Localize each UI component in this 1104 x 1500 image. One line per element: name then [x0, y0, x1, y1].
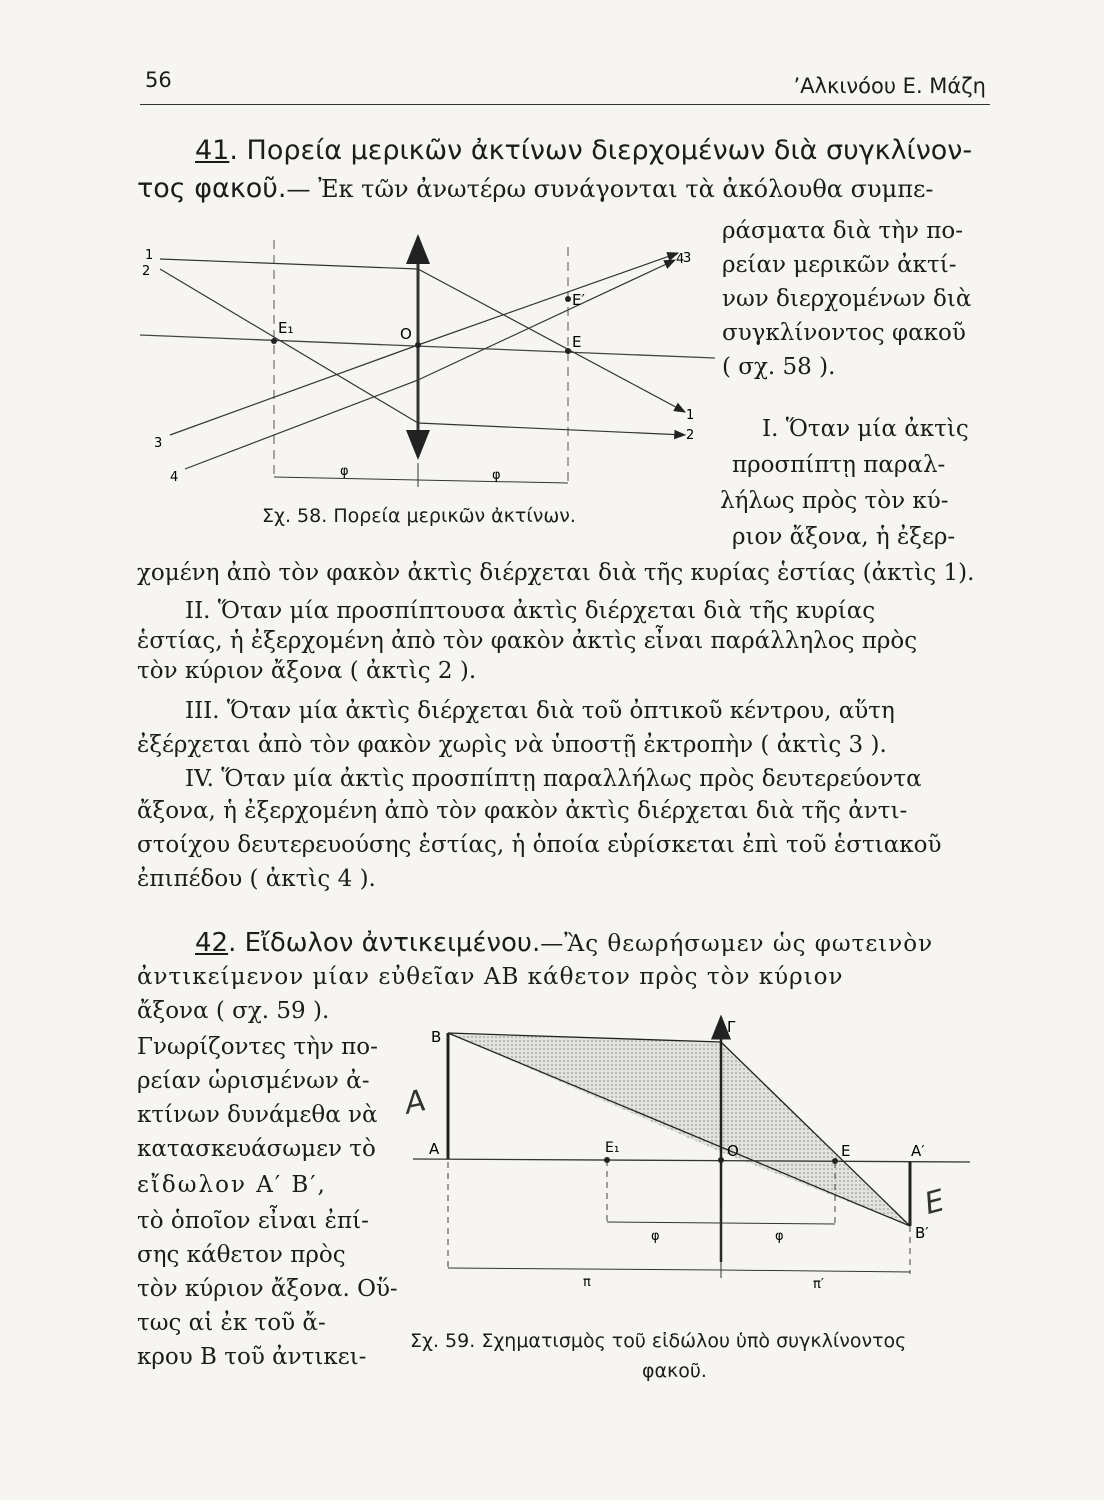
page-number: 56 — [145, 68, 172, 92]
handwritten-e: E — [920, 1183, 949, 1222]
focal-point-e1 — [604, 1157, 610, 1163]
ray-1-out — [418, 269, 685, 412]
figure-59-caption-line2: φακοῦ. — [642, 1360, 707, 1382]
gamma-label: Γ — [727, 1018, 736, 1036]
ray-3-label: 3 — [154, 436, 163, 451]
item-4-line: ἄξονα, ἡ ἐξερχομένη ἀπὸ τὸν φακὸν ἀκτὶς διέρχεται διὰ τῆς ἀντι- — [137, 798, 908, 824]
side-line: εἴδωλον Α′ Β′, — [137, 1172, 327, 1198]
side-line: κτίνων δυνάμεθα νὰ — [137, 1102, 378, 1128]
item-1-line: I. Ὅταν μία ἀκτὶς — [762, 416, 969, 442]
item-4-line: IV. Ὅταν μία ἀκτὶς προσπίπτῃ παραλλήλως πρὸς δευτερεύοντα — [185, 766, 922, 792]
optical-center-o — [718, 1157, 724, 1163]
section-intro: — Ἐκ τῶν ἀνωτέρω συνάγονται τὰ ἀκόλουθα συμπε- — [286, 175, 934, 203]
item-2-line: II. Ὅταν μία προσπίπτουσα ἀκτὶς διέρχεται διὰ τῆς κυρίας — [185, 598, 876, 624]
side-line: τως αἱ ἐκ τοῦ ἄ- — [137, 1310, 326, 1336]
ray-4-label: 4 — [170, 470, 179, 485]
section-41-heading-cont — [137, 172, 934, 206]
pi-prime-label: π′ — [813, 1277, 824, 1292]
focal-point-e1 — [271, 338, 277, 344]
ray-3-out — [418, 253, 678, 345]
section-42-line: ἄξονα ( σχ. 59 ). — [137, 998, 330, 1024]
section-number: 41 — [195, 135, 230, 166]
out-3-label: 3 — [683, 251, 692, 266]
phi-right-label: φ — [775, 1229, 784, 1244]
out-1-label: 1 — [686, 408, 695, 423]
e-label: E — [841, 1142, 851, 1160]
figure-59-diagram — [395, 1012, 975, 1307]
section-title: . Πορεία μερικῶν ἀκτίνων διερχομένων διὰ συγκλίνον- — [229, 135, 973, 166]
ray-4-out — [418, 260, 675, 380]
e1-label: E₁ — [605, 1140, 620, 1156]
ray-2-out — [418, 423, 685, 435]
item-4-line: ἐπιπέδου ( ἀκτὶς 4 ). — [137, 866, 376, 892]
phi-left-line — [607, 1222, 721, 1223]
pi-label: π — [583, 1275, 591, 1290]
section-41-heading — [195, 134, 972, 168]
principal-axis — [413, 1159, 970, 1162]
side-line: τὸν κύριον ἄξονα. Οὕ- — [137, 1276, 398, 1302]
item-2-line: ἑστίας, ἡ ἐξερχομένη ἀπὸ τὸν φακὸν ἀκτὶς εἶναι παράλληλος πρὸς — [137, 628, 918, 654]
section-title: . Εἴδωλον ἀντικειμένου. — [228, 928, 541, 958]
section-42-heading — [195, 928, 933, 959]
o-label: O — [400, 325, 412, 343]
e1-label: E₁ — [278, 319, 294, 337]
ray-2-in — [160, 269, 418, 423]
out-2-label: 2 — [686, 428, 695, 443]
side-line: ράσματα διὰ τὴν πο- — [722, 218, 964, 244]
e-prime-label: E′ — [572, 291, 585, 309]
item-1-line: προσπίπτῃ παραλ- — [732, 452, 946, 478]
item-1-line: ριον ἄξονα, ἡ ἐξερ- — [732, 524, 956, 550]
figure-58-diagram — [140, 225, 720, 525]
b-prime-label: B′ — [915, 1224, 929, 1242]
side-line: ρείαν μερικῶν ἀκτί- — [722, 252, 957, 278]
ray-4-in — [185, 380, 418, 469]
o-label: O — [727, 1142, 739, 1160]
phi-right-line — [721, 1223, 835, 1224]
item-2-line: τὸν κύριον ἄξονα ( ἀκτὶς 2 ). — [137, 658, 477, 684]
focal-point-e — [565, 348, 571, 354]
side-line: Γνωρίζοντες τὴν πο- — [137, 1034, 378, 1060]
side-line: ρείαν ὡρισμένων ἀ- — [137, 1068, 370, 1094]
side-line: κρου Β τοῦ ἀντικει- — [137, 1344, 367, 1370]
out-4-label: 4 — [676, 252, 685, 267]
ray-3-in — [170, 345, 418, 435]
handwritten-a: A — [401, 1083, 430, 1122]
section-intro: —Ἂς θεωρήσωμεν ὡς φωτεινὸν — [540, 931, 934, 957]
side-line: κατασκευάσωμεν τὸ — [137, 1136, 376, 1162]
pi-line — [448, 1268, 721, 1270]
item-1-line: χομένη ἀπὸ τὸν φακὸν ἀκτὶς διέρχεται διὰ τῆς κυρίας ἑστίας (ἀκτὶς 1). — [137, 560, 975, 586]
phi-left-label: φ — [651, 1229, 660, 1244]
figure-58-caption: Σχ. 58. Πορεία μερικῶν ἀκτίνων. — [262, 505, 576, 527]
secondary-focus-e-prime — [565, 296, 571, 302]
item-3-line: III. Ὅταν μία ἀκτὶς διέρχεται διὰ τοῦ ὀπτικοῦ κέντρου, αὕτη — [185, 698, 895, 724]
focal-point-e — [832, 1158, 838, 1164]
item-3-line: ἐξέρχεται ἀπὸ τὸν φακὸν χωρὶς νὰ ὑποστῇ ἐκτροπὴν ( ἀκτὶς 3 ). — [137, 732, 887, 758]
phi-left-label: φ — [340, 464, 349, 479]
a-label: A — [429, 1140, 440, 1158]
ray-1-in — [160, 259, 418, 269]
b-label: B — [431, 1028, 442, 1046]
e-label: E — [572, 333, 582, 351]
side-line: τὸ ὁποῖον εἶναι ἐπί- — [137, 1208, 369, 1234]
phi-right-label: φ — [492, 468, 501, 483]
section-42-line: ἀντικείμενον μίαν εὐθεῖαν ΑΒ κάθετον πρὸς τὸν κύριον — [137, 964, 844, 990]
running-title: ’Αλκινόου Ε. Μάζη — [793, 74, 986, 98]
ray-1-label: 1 — [145, 248, 154, 263]
side-line: συγκλίνοντος φακοῦ — [722, 320, 966, 346]
a-prime-label: A′ — [911, 1142, 925, 1160]
item-4-line: στοίχου δευτερευούσης ἑστίας, ἡ ὁποία εὑρίσκεται ἐπὶ τοῦ ἑστιακοῦ — [137, 832, 942, 858]
ray-2-label: 2 — [142, 264, 151, 279]
side-line: σης κάθετον πρὸς — [137, 1242, 346, 1268]
item-1-line: λήλως πρὸς τὸν κύ- — [720, 488, 949, 514]
pi-prime-line — [721, 1270, 910, 1272]
side-line: ( σχ. 58 ). — [722, 354, 836, 380]
header-rule — [140, 104, 990, 105]
section-title-cont: τος φακοῦ. — [137, 173, 287, 204]
principal-axis — [140, 335, 715, 358]
optical-center-o — [415, 342, 421, 348]
section-number: 42 — [195, 928, 229, 958]
side-line: νων διερχομένων διὰ — [722, 286, 972, 312]
figure-59-caption-line1: Σχ. 59. Σχηματισμὸς τοῦ εἰδώλου ὑπὸ συγκλίνοντος — [410, 1330, 907, 1352]
